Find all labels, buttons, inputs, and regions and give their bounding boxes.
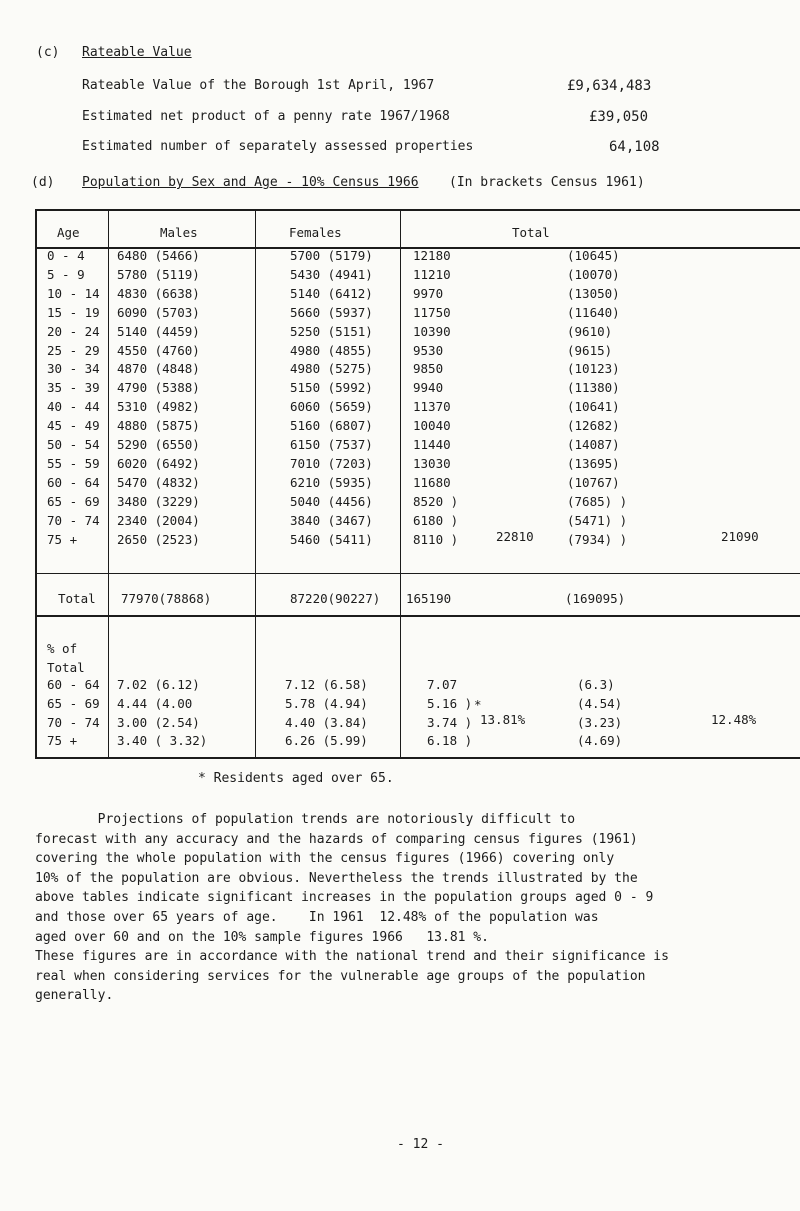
males-cell: 4790 (5388) — [117, 380, 200, 396]
over65-percent-1961: 12.48% — [711, 712, 757, 727]
header-males: Males — [160, 225, 198, 240]
page-number: - 12 - — [397, 1137, 444, 1152]
age-cell: 5 - 9 — [47, 266, 85, 282]
total-cell: 11370 — [413, 399, 451, 415]
penny-rate-label: Estimated net product of a penny rate 1967/1968 — [82, 109, 450, 124]
females-cell: 3840 (3467) — [290, 512, 373, 528]
age-cell: 70 - 74 — [47, 512, 100, 528]
total-cell: 10390 — [413, 323, 451, 339]
total-1961-cell: (10767) — [567, 474, 620, 490]
percent-total-1961-cell: (6.3) — [577, 677, 615, 692]
total-1961-cell: (12682) — [567, 418, 620, 434]
over65-total: 22810 — [496, 529, 534, 544]
total-cell: 13030 — [413, 455, 451, 471]
footnote: * Residents aged over 65. — [198, 771, 394, 786]
males-cell: 6480 (5466) — [117, 248, 200, 263]
age-cell: 0 - 4 — [47, 248, 85, 263]
males-cell: 4880 (5875) — [117, 418, 200, 434]
age-cell: 20 - 24 — [47, 323, 100, 339]
males-cell: 4870 (4848) — [117, 361, 200, 377]
total-cell: 9530 — [413, 342, 444, 358]
percent-females-cell: 4.40 (3.84) — [285, 714, 368, 730]
age-cell: 60 - 64 — [47, 474, 100, 490]
properties-label: Estimated number of separately assessed properties — [82, 139, 474, 154]
total-1961-cell: (9615) — [567, 342, 613, 358]
header-age: Age — [57, 225, 80, 240]
column-divider — [108, 211, 109, 757]
over65-percent: 13.81% — [480, 712, 526, 727]
females-cell: 4980 (5275) — [290, 361, 373, 377]
rateable-value: £9,634,483 — [567, 78, 652, 94]
column-divider — [400, 211, 401, 757]
age-cell: 25 - 29 — [47, 342, 100, 358]
males-cell: 5290 (6550) — [117, 437, 200, 452]
totals-males: 77970(78868) — [121, 591, 212, 606]
males-cell: 6020 (6492) — [117, 455, 200, 471]
percent-total-1961-cell: (4.54) — [577, 695, 623, 711]
penny-rate-value: £39,050 — [589, 109, 649, 125]
total-1961-cell: (5471) ) — [567, 512, 628, 528]
total-cell: 8520 ) — [413, 493, 459, 509]
total-cell: 11680 — [413, 474, 451, 490]
totals-divider-top — [37, 573, 800, 574]
percent-males-cell: 4.44 (4.00 — [117, 695, 193, 711]
females-cell: 5700 (5179) — [290, 248, 373, 263]
section-d-letter: (d) — [31, 175, 55, 190]
age-cell: 30 - 34 — [47, 361, 100, 377]
males-cell: 3480 (3229) — [117, 493, 200, 509]
section-c-heading: Rateable Value — [82, 45, 192, 60]
females-cell: 5460 (5411) — [290, 531, 373, 547]
males-cell: 4550 (4760) — [117, 342, 200, 358]
percent-females-cell: 5.78 (4.94) — [285, 695, 368, 711]
age-cell: 50 - 54 — [47, 437, 100, 452]
males-cell: 4830 (6638) — [117, 285, 200, 301]
females-cell: 5660 (5937) — [290, 304, 373, 320]
age-cell: 35 - 39 — [47, 380, 100, 396]
header-total: Total — [512, 225, 550, 240]
percent-total-cell: 7.07 — [427, 677, 458, 692]
age-cell: 10 - 14 — [47, 285, 100, 301]
section-d-heading: Population by Sex and Age - 10% Census 1966 — [82, 175, 419, 190]
females-cell: 6060 (5659) — [290, 399, 373, 415]
percent-age-cell: 65 - 69 — [47, 695, 100, 711]
total-cell: 11440 — [413, 437, 451, 452]
males-cell: 5780 (5119) — [117, 266, 200, 282]
females-cell: 5040 (4456) — [290, 493, 373, 509]
section-c-letter: (c) — [36, 45, 60, 60]
males-cell: 2340 (2004) — [117, 512, 200, 528]
section-d-note: (In brackets Census 1961) — [449, 175, 645, 190]
totals-total: 165190 — [406, 591, 452, 606]
rateable-value-label: Rateable Value of the Borough 1st April, 1967 — [82, 78, 435, 93]
total-1961-cell: (11380) — [567, 380, 620, 396]
total-cell: 11210 — [413, 266, 451, 282]
age-cell: 65 - 69 — [47, 493, 100, 509]
percent-total-cell: 5.16 ) — [427, 695, 473, 711]
total-1961-cell: (9610) — [567, 323, 613, 339]
females-cell: 7010 (7203) — [290, 455, 373, 471]
percent-males-cell: 3.00 (2.54) — [117, 714, 200, 730]
percent-age-cell: 75 + — [47, 733, 78, 749]
total-1961-cell: (7685) ) — [567, 493, 628, 509]
males-cell: 5310 (4982) — [117, 399, 200, 415]
females-cell: 5430 (4941) — [290, 266, 373, 282]
percent-age-cell: 70 - 74 — [47, 714, 100, 730]
percent-males-cell: 3.40 ( 3.32) — [117, 733, 208, 749]
asterisk: * — [474, 697, 482, 712]
females-cell: 5250 (5151) — [290, 323, 373, 339]
total-cell: 9970 — [413, 285, 444, 301]
total-cell: 9850 — [413, 361, 444, 377]
percent-label-total: Total — [47, 660, 85, 675]
males-cell: 5140 (4459) — [117, 323, 200, 339]
percent-total-cell: 3.74 ) — [427, 714, 473, 730]
females-cell: 4980 (4855) — [290, 342, 373, 358]
percent-total-1961-cell: (4.69) — [577, 733, 623, 749]
commentary-paragraph: Projections of population trends are notoriously difficult to forecast with any accuracy and the hazards of comparing census figures (1961) covering the whole population with the census figures (1966) covering only 10% of the population are obvious. Nevertheless the trends illustrated by the above tables indicate significant increases in the population groups aged 0 - 9 and those over 65 years of age. In 1961 12.48% of the population was aged over 60 and on the 10% sample figures 1966 13.81 %. These figures are in accordance with the national trend and their significance is real when considering services for the vulnerable age groups of the population generally. — [35, 812, 669, 1004]
total-1961-cell: (10070) — [567, 266, 620, 282]
total-cell: 6180 ) — [413, 512, 459, 528]
females-cell: 5150 (5992) — [290, 380, 373, 396]
totals-divider-bottom — [37, 615, 800, 617]
total-cell: 8110 ) — [413, 531, 459, 547]
total-1961-cell: (13050) — [567, 285, 620, 301]
total-1961-cell: (13695) — [567, 455, 620, 471]
males-cell: 2650 (2523) — [117, 531, 200, 547]
total-cell: 10040 — [413, 418, 451, 434]
totals-females: 87220(90227) — [290, 591, 381, 606]
total-cell: 9940 — [413, 380, 444, 396]
percent-males-cell: 7.02 (6.12) — [117, 677, 200, 692]
males-cell: 6090 (5703) — [117, 304, 200, 320]
age-cell: 55 - 59 — [47, 455, 100, 471]
percent-label: % of — [47, 641, 78, 656]
totals-total-1961: (169095) — [565, 591, 626, 606]
age-cell: 45 - 49 — [47, 418, 100, 434]
percent-total-cell: 6.18 ) — [427, 733, 473, 749]
age-cell: 40 - 44 — [47, 399, 100, 415]
age-cell: 15 - 19 — [47, 304, 100, 320]
percent-females-cell: 6.26 (5.99) — [285, 733, 368, 749]
population-table — [35, 209, 800, 759]
total-1961-cell: (10645) — [567, 248, 620, 263]
females-cell: 6210 (5935) — [290, 474, 373, 490]
males-cell: 5470 (4832) — [117, 474, 200, 490]
percent-total-1961-cell: (3.23) — [577, 714, 623, 730]
header-females: Females — [289, 225, 342, 240]
total-1961-cell: (11640) — [567, 304, 620, 320]
percent-age-cell: 60 - 64 — [47, 677, 100, 692]
percent-females-cell: 7.12 (6.58) — [285, 677, 368, 692]
total-1961-cell: (7934) ) — [567, 531, 628, 547]
properties-value: 64,108 — [609, 139, 660, 155]
over65-total-1961: 21090 — [721, 529, 759, 544]
total-1961-cell: (10641) — [567, 399, 620, 415]
column-divider — [255, 211, 256, 757]
females-cell: 5160 (6807) — [290, 418, 373, 434]
total-cell: 12180 — [413, 248, 451, 263]
total-1961-cell: (14087) — [567, 437, 620, 452]
females-cell: 6150 (7537) — [290, 437, 373, 452]
total-1961-cell: (10123) — [567, 361, 620, 377]
total-cell: 11750 — [413, 304, 451, 320]
females-cell: 5140 (6412) — [290, 285, 373, 301]
age-cell: 75 + — [47, 531, 78, 547]
totals-label: Total — [58, 591, 96, 606]
